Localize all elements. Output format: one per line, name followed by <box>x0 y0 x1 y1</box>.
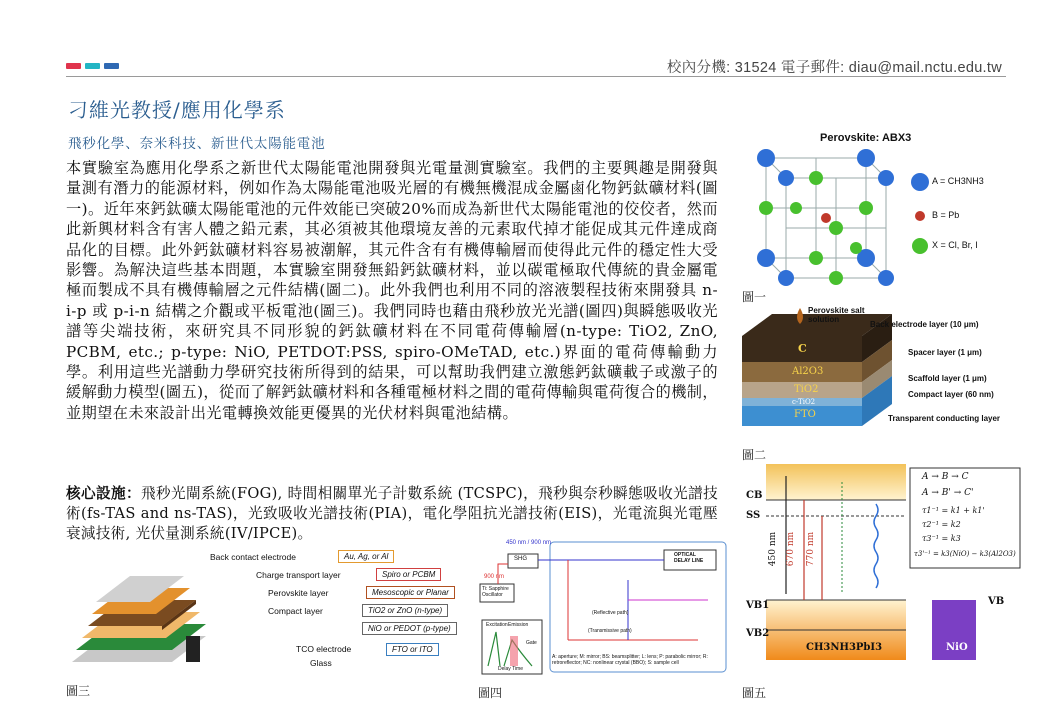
fig3-label-tco: TCO electrode <box>296 644 352 654</box>
figure-5-caption: 圖五 <box>742 686 767 700</box>
figure-1-perovskite-structure <box>742 128 1022 298</box>
accent-bar-teal <box>85 63 100 69</box>
fig5-450nm: 450 nm <box>768 531 779 567</box>
fig2-label-back: Back electrode layer (10 μm) <box>870 320 979 329</box>
accent-bar-blue <box>104 63 119 69</box>
fig5-nio-label: NiO <box>946 642 968 653</box>
fig3-box-tco: FTO or ITO <box>386 643 439 656</box>
fig4-wavelength: 450 nm / 900 nm <box>506 540 552 546</box>
fig5-scheme-1: A → B → C <box>922 472 969 482</box>
fig4-900nm: 900 nm <box>484 574 505 580</box>
fig5-scheme-6: τ3'⁻¹ = k3(NiO) − k3(Al2O3) <box>914 550 1016 558</box>
fig3-layers-svg <box>66 544 216 672</box>
fig3-box-perov: Mesoscopic or Planar <box>366 586 455 599</box>
body-paragraph: 本實驗室為應用化學系之新世代太陽能電池開發與光電量測實驗室。我們的主要興趣是開發與量測有潛力的能源材料，例如作為太陽能電池吸光層的有機無機混成金屬鹵化物鈣鈦礦材料(圖一)。近年來鈣鈦礦太陽能電池的元件效能已突破20%而成為新世代太陽能電池的佼佼者，然而此新興材料含有害人體之鉛元素，其必須被其他環境友善的元素取代掉才能促成其元件達成商品化的目標。此外鈣鈦礦材料容易被潮解，其元件含有有機傳輸層而使得此元件的穩定性大受影響。為解決這些基本問題，本實驗室開發無鉛鈣鈦礦材料，並以碳電極取代傳統的貴金屬電極而製成不具有機傳輸層之元件結構(圖二)。此外我們也利用不同的溶液製程技術來開發具 n-i-p 或 p-i-n 結構之介觀或平板電池(圖三)。我們同時也藉由飛秒放光光譜(圖四)與瞬態吸收光譜等尖端技術，來研究具不同形貌的鈣鈦礦材料在不同電荷傳輸層(n-type: TiO2, ZnO, PCBM, etc.; p-type: NiO, PETDOT:PSS, spiro-OMeTAD, etc.)界面的電荷傳輸動力學。利用這些光譜動力學研究技術所得到的結果，可以幫助我們建立激態鈣鈦礦載子或激子的緩解動力模型(圖五)，從而了解鈣鈦礦材料和各種電極材料之間的電荷傳輸與電荷復合的機制，並期望在未來設計出光電轉換效能更優異的光伏材料與電池結構。 <box>66 159 718 422</box>
page-subtitle: 飛秒化學、奈米科技、新世代太陽能電池 <box>68 136 326 152</box>
layer-fto: FTO <box>794 409 816 420</box>
figure-5-energy-diagram <box>742 464 1024 678</box>
fig2-label-scaffold: Scaffold layer (1 μm) <box>908 374 987 383</box>
fig4-transmissive: (Transmissive path) <box>588 628 632 634</box>
fig1-title: Perovskite: ABX3 <box>820 132 912 144</box>
fig4-reflective: (Reflective path) <box>592 610 629 616</box>
fig5-vb1: VB1 <box>746 600 770 611</box>
fig2-label-salt: Perovskite salt solution <box>808 306 865 324</box>
fig5-perovskite-label: CH3NH3PbI3 <box>806 642 883 653</box>
fig4-gate: Gate <box>526 640 537 646</box>
layer-tio2: TiO2 <box>794 384 819 395</box>
fig4-delay-time: Delay Time <box>498 666 524 672</box>
figure-3-cell-layers <box>66 544 466 674</box>
fig4-excitation: Excitation <box>486 622 508 628</box>
fig5-vb-right: VB <box>988 596 1005 607</box>
fig4-oscillator: Ti: Sapphire Oscillator <box>482 586 509 598</box>
figure-2-device-stack <box>742 306 1024 440</box>
figure-1-caption: 圖一 <box>742 290 767 304</box>
layer-c: C <box>798 342 807 355</box>
layer-al2o3: Al2O3 <box>792 366 824 377</box>
fig5-vb2: VB2 <box>746 628 770 639</box>
fig3-label-perov: Perovskite layer <box>268 588 329 598</box>
fig5-scheme-4: τ2⁻¹ = k2 <box>922 520 961 529</box>
fig3-box-electrode: Au, Ag, or Al <box>338 550 394 563</box>
core-text: 飛秒光閘系統(FOG), 時間相關單光子計數系統 (TCSPC)，飛秒與奈秒瞬態吸收光譜技術(fs-TAS and ns-TAS)，光致吸收光譜技術(PIA)，電化學阻抗光譜技術(EIS)，光電流與光電壓衰減技術, 光伏量測系統(IV/IPCE)。 <box>66 485 718 543</box>
fig1-legend-markers <box>910 172 930 292</box>
fig4-emission: Emission <box>508 622 529 628</box>
fig5-scheme-3: τ1⁻¹ = k1 + k1' <box>922 506 985 515</box>
fig3-box-ctl: Spiro or PCBM <box>376 568 441 581</box>
fig5-770nm: 770 nm <box>806 531 817 567</box>
fig5-diagram-svg <box>742 464 1024 678</box>
fig5-ss: SS <box>746 510 761 521</box>
crystal-lattice-svg <box>756 148 916 298</box>
legend-b: B = Pb <box>932 210 960 220</box>
fig3-label-glass: Glass <box>310 658 332 668</box>
fig3-box-p: NiO or PEDOT (p-type) <box>362 622 457 635</box>
fig3-label-back: Back contact electrode <box>210 552 296 562</box>
fig5-scheme-5: τ3⁻¹ = k3 <box>922 534 961 543</box>
core-facilities <box>66 484 718 545</box>
fig5-scheme-2: A → B' → C' <box>922 488 974 498</box>
figure-4-optical-setup <box>478 540 728 678</box>
figure-3-caption: 圖三 <box>66 684 91 698</box>
b-site-atom <box>821 213 831 223</box>
page-title: 刁維光教授/應用化學系 <box>68 98 286 122</box>
fig2-label-tco: Transparent conducting layer <box>888 414 1001 423</box>
fig4-delay-line: OPTICAL DELAY LINE <box>674 552 704 564</box>
fig3-label-ctl: Charge transport layer <box>256 570 341 580</box>
header-contact: 校內分機: 31524 電子郵件: diau@mail.nctu.edu.tw <box>666 60 1002 76</box>
legend-a: A = CH3NH3 <box>932 176 984 186</box>
fig2-label-spacer: Spacer layer (1 μm) <box>908 348 982 357</box>
header-divider <box>66 76 1006 77</box>
accent-bar-red <box>66 63 81 69</box>
layer-c-tio2: c-TiO2 <box>792 398 816 406</box>
fig4-legend-note: A: aperture; M: mirror; BS: beamsplitter; L: lens; P: parabolic mirror; R: retroreflector; NC: nonlinear crystal (BBO); S: sample cell <box>552 654 708 666</box>
figure-2-caption: 圖二 <box>742 448 767 462</box>
figure-4-caption: 圖四 <box>478 686 503 700</box>
fig5-670nm: 670 nm <box>786 531 797 567</box>
a-site-atom <box>757 149 775 167</box>
fig3-label-compact: Compact layer <box>268 606 323 616</box>
fig4-shg: SHG <box>514 556 528 562</box>
fig5-cb: CB <box>746 490 763 501</box>
fig3-box-n: TiO2 or ZnO (n-type) <box>362 604 448 617</box>
fig2-label-compact: Compact layer (60 nm) <box>908 390 994 399</box>
core-label: 核心設施： <box>66 485 141 502</box>
legend-x: X = Cl, Br, I <box>932 240 978 250</box>
